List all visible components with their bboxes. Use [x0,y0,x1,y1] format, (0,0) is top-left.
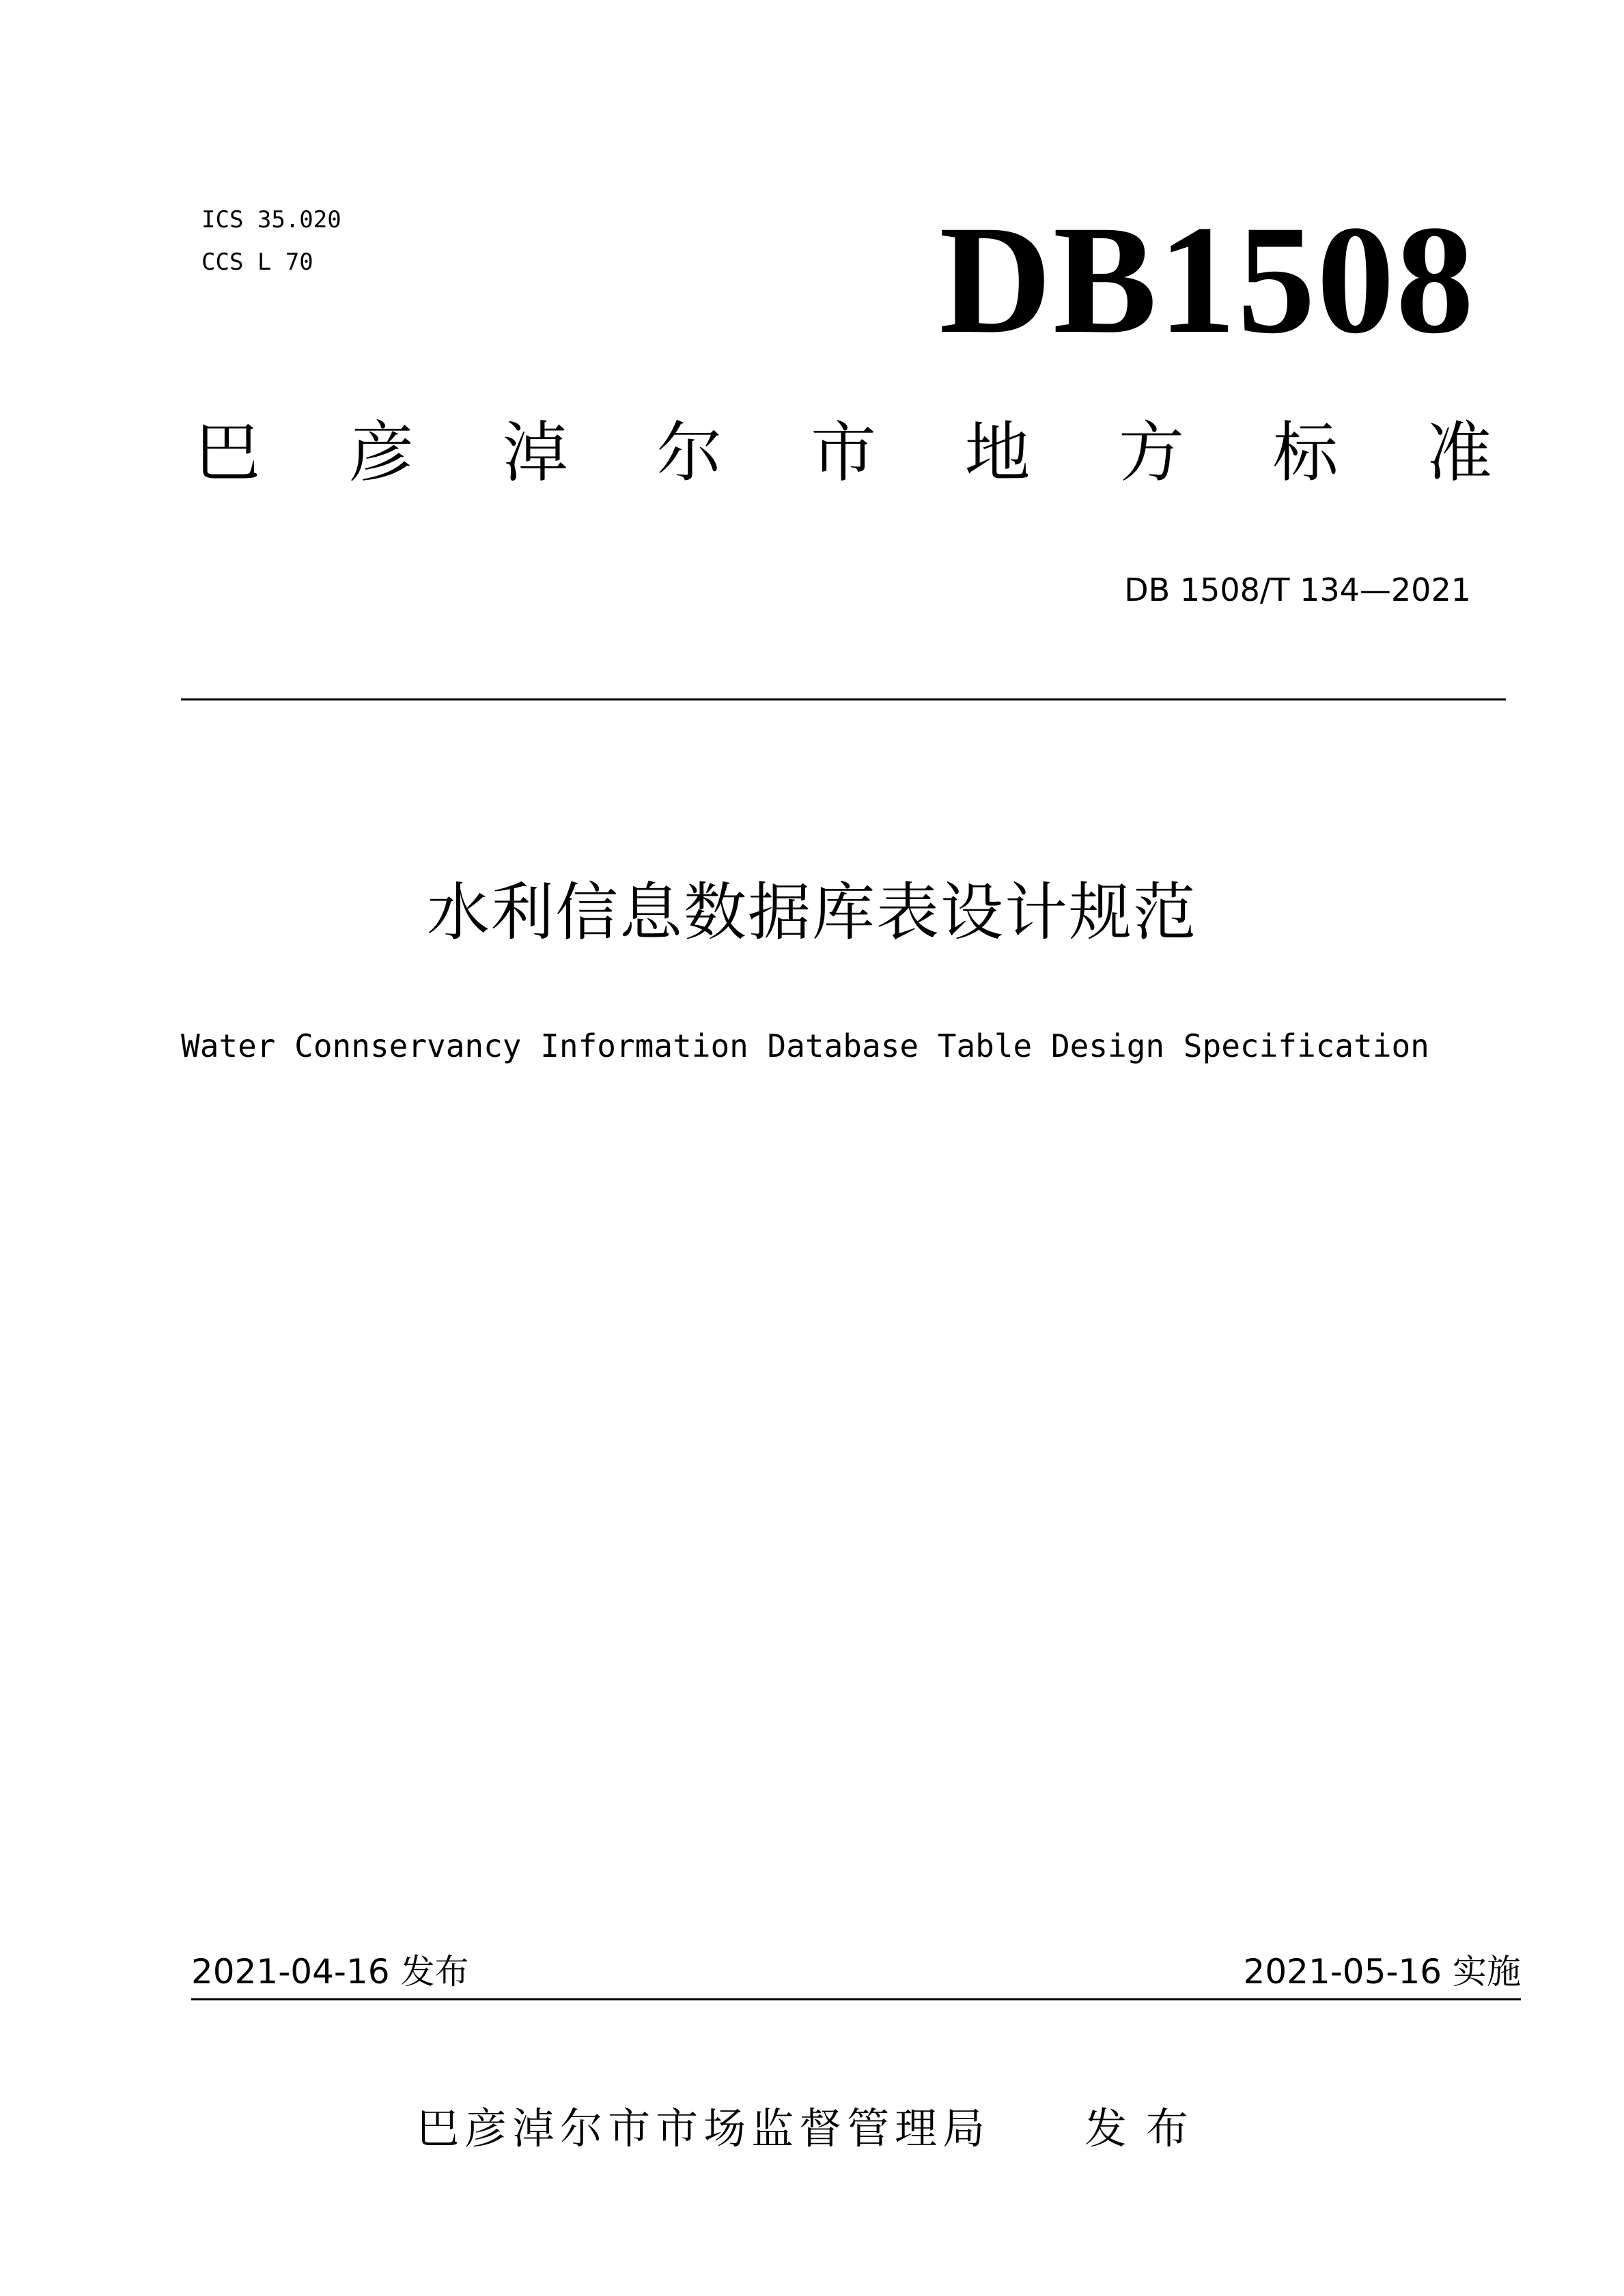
implement-date: 2021-05-16 实施 [1243,1952,1521,1992]
issuer-line [0,2101,1624,2156]
footer-divider [191,1998,1521,2000]
issuer-action: 发布 [1084,2103,1207,2153]
db-code-logo: DB1508 [939,194,1475,366]
header-divider [181,698,1506,700]
document-title-english: Water Connservancy Information Database Table Design Specification [181,1027,1429,1064]
standard-type-char: 尔 [656,414,723,491]
standard-type-heading [195,403,1492,492]
issuer-name: 巴彦淖尔市市场监督管理局 [417,2103,991,2153]
standard-number: DB 1508/T 134—2021 [1124,571,1471,608]
standard-type-char: 地 [964,414,1031,491]
ccs-code: CCS L 70 [201,249,313,276]
standard-type-char: 准 [1427,414,1492,491]
standard-type-char: 标 [1272,414,1339,491]
standard-type-char: 市 [811,414,876,491]
date-row [191,1949,1521,1994]
document-title-chinese: 水利信息数据库表设计规范 [426,876,1197,949]
ics-code: ICS 35.020 [201,206,341,233]
standard-type-char: 彦 [348,414,415,491]
standard-type-char: 方 [1119,414,1184,491]
standard-type-char: 淖 [503,414,568,491]
publish-date: 2021-04-16 发布 [191,1952,469,1992]
standard-type-char: 巴 [195,414,260,491]
